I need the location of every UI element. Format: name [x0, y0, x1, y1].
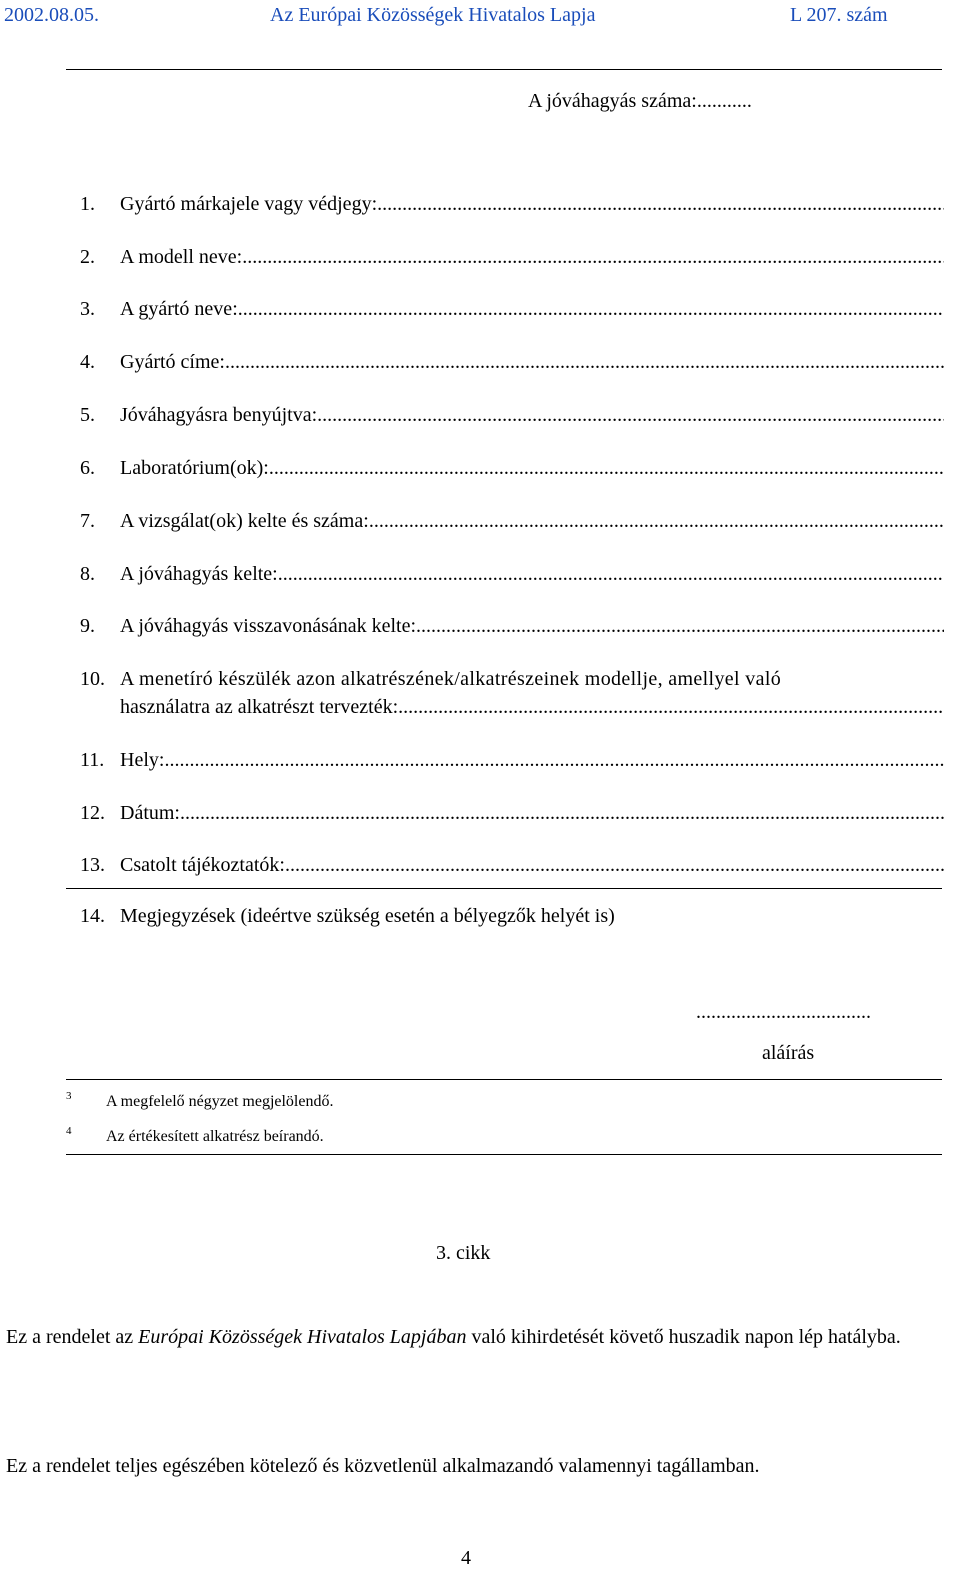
item-label: Gyártó címe:	[120, 351, 225, 373]
item-10-line-2: használatra az alkatrészt tervezték:	[120, 696, 399, 718]
item-label: A jóváhagyás kelte:	[120, 563, 278, 585]
footnote-rule	[66, 1079, 942, 1080]
form-item-6	[80, 455, 944, 481]
fill-in-dots	[238, 296, 944, 322]
item-number: 6.	[80, 457, 95, 479]
fill-in-dots	[369, 508, 944, 534]
item-number: 11.	[80, 749, 105, 771]
item-label: Csatolt tájékoztatók:	[120, 854, 285, 876]
item-label: A jóváhagyás visszavonásának kelte:	[120, 615, 417, 637]
form-item-2	[80, 244, 944, 270]
header-issue: L 207. szám	[790, 4, 888, 26]
item-label: Jóváhagyásra benyújtva:	[120, 404, 318, 426]
approval-number-dots: ...........	[696, 90, 752, 112]
item-number: 12.	[80, 802, 105, 824]
article-paragraph-1	[6, 1316, 928, 1359]
signature-dots: ...................................	[696, 1001, 871, 1023]
signature-label: aláírás	[762, 1042, 815, 1064]
footnote-text: Az értékesített alkatrész beírandó.	[106, 1128, 324, 1145]
item-label: A gyártó neve:	[120, 298, 238, 320]
form-item-4	[80, 349, 944, 375]
item-10-line-1: A menetíró készülék azon alkatrészének/alkatrészeinek modellje, amellyel való	[120, 668, 782, 690]
item-number: 14.	[80, 905, 105, 927]
fill-in-dots	[398, 694, 944, 720]
item-label: Hely:	[120, 749, 165, 771]
form-item-7	[80, 508, 944, 534]
journal-name-italic: Európai Közösségek Hivatalos Lapjában	[138, 1326, 467, 1348]
form-item-9	[80, 613, 944, 639]
form-item-1	[80, 191, 944, 217]
item-label: A modell neve:	[120, 246, 243, 268]
item-number: 2.	[80, 246, 95, 268]
footnote-mark: 4	[66, 1125, 72, 1137]
item-number: 9.	[80, 615, 95, 637]
fill-in-dots	[285, 852, 944, 878]
form-item-8	[80, 561, 944, 587]
form-item-3	[80, 296, 944, 322]
footnote-mark: 3	[66, 1090, 72, 1102]
form-item-10-continuation	[120, 694, 944, 720]
form-item-13	[80, 852, 944, 878]
page-number: 4	[461, 1547, 471, 1569]
footnote-text: A megfelelő négyzet megjelölendő.	[106, 1093, 334, 1110]
fill-in-dots	[225, 349, 944, 375]
fill-in-dots	[416, 613, 944, 639]
form-item-11	[80, 747, 944, 773]
item-number: 5.	[80, 404, 95, 426]
form-item-14	[80, 903, 615, 929]
item-13-rule	[66, 888, 942, 889]
paragraph-1-start: Ez a rendelet az	[6, 1326, 139, 1348]
article-paragraph-2: Ez a rendelet teljes egészében kötelező és közvetlenül alkalmazandó valamennyi tagállamban.	[6, 1455, 760, 1477]
fill-in-dots	[377, 191, 944, 217]
approval-number-line	[528, 88, 752, 114]
fill-in-dots	[317, 402, 944, 428]
item-number: 1.	[80, 193, 95, 215]
item-number: 8.	[80, 563, 95, 585]
fill-in-dots	[180, 800, 944, 826]
item-number: 3.	[80, 298, 95, 320]
approval-number-label: A jóváhagyás száma:	[528, 90, 697, 112]
form-item-10	[80, 666, 930, 692]
item-label: Megjegyzések (ideértve szükség esetén a bélyegzők helyét is)	[120, 905, 615, 927]
footnote-bottom-rule	[66, 1154, 942, 1155]
item-label: A vizsgálat(ok) kelte és száma:	[120, 510, 369, 532]
form-item-5	[80, 402, 944, 428]
fill-in-dots	[269, 455, 944, 481]
item-number: 4.	[80, 351, 95, 373]
item-label: Laboratórium(ok):	[120, 457, 269, 479]
paragraph-1-end: való kihirdetését követő huszadik napon lép hatályba.	[466, 1326, 901, 1348]
footnote-3	[66, 1090, 334, 1112]
item-label: Dátum:	[120, 802, 180, 824]
item-number: 7.	[80, 510, 95, 532]
header-rule	[66, 69, 942, 70]
header-date: 2002.08.05.	[4, 4, 99, 26]
form-item-12	[80, 800, 944, 826]
fill-in-dots	[164, 747, 944, 773]
fill-in-dots	[242, 244, 944, 270]
header-journal-title: Az Európai Közösségek Hivatalos Lapja	[270, 4, 596, 26]
footnote-4	[66, 1125, 324, 1147]
item-number: 13.	[80, 854, 105, 876]
article-title: 3. cikk	[436, 1242, 491, 1264]
item-label: Gyártó márkajele vagy védjegy:	[120, 193, 378, 215]
fill-in-dots	[278, 561, 944, 587]
item-number: 10.	[80, 668, 105, 690]
